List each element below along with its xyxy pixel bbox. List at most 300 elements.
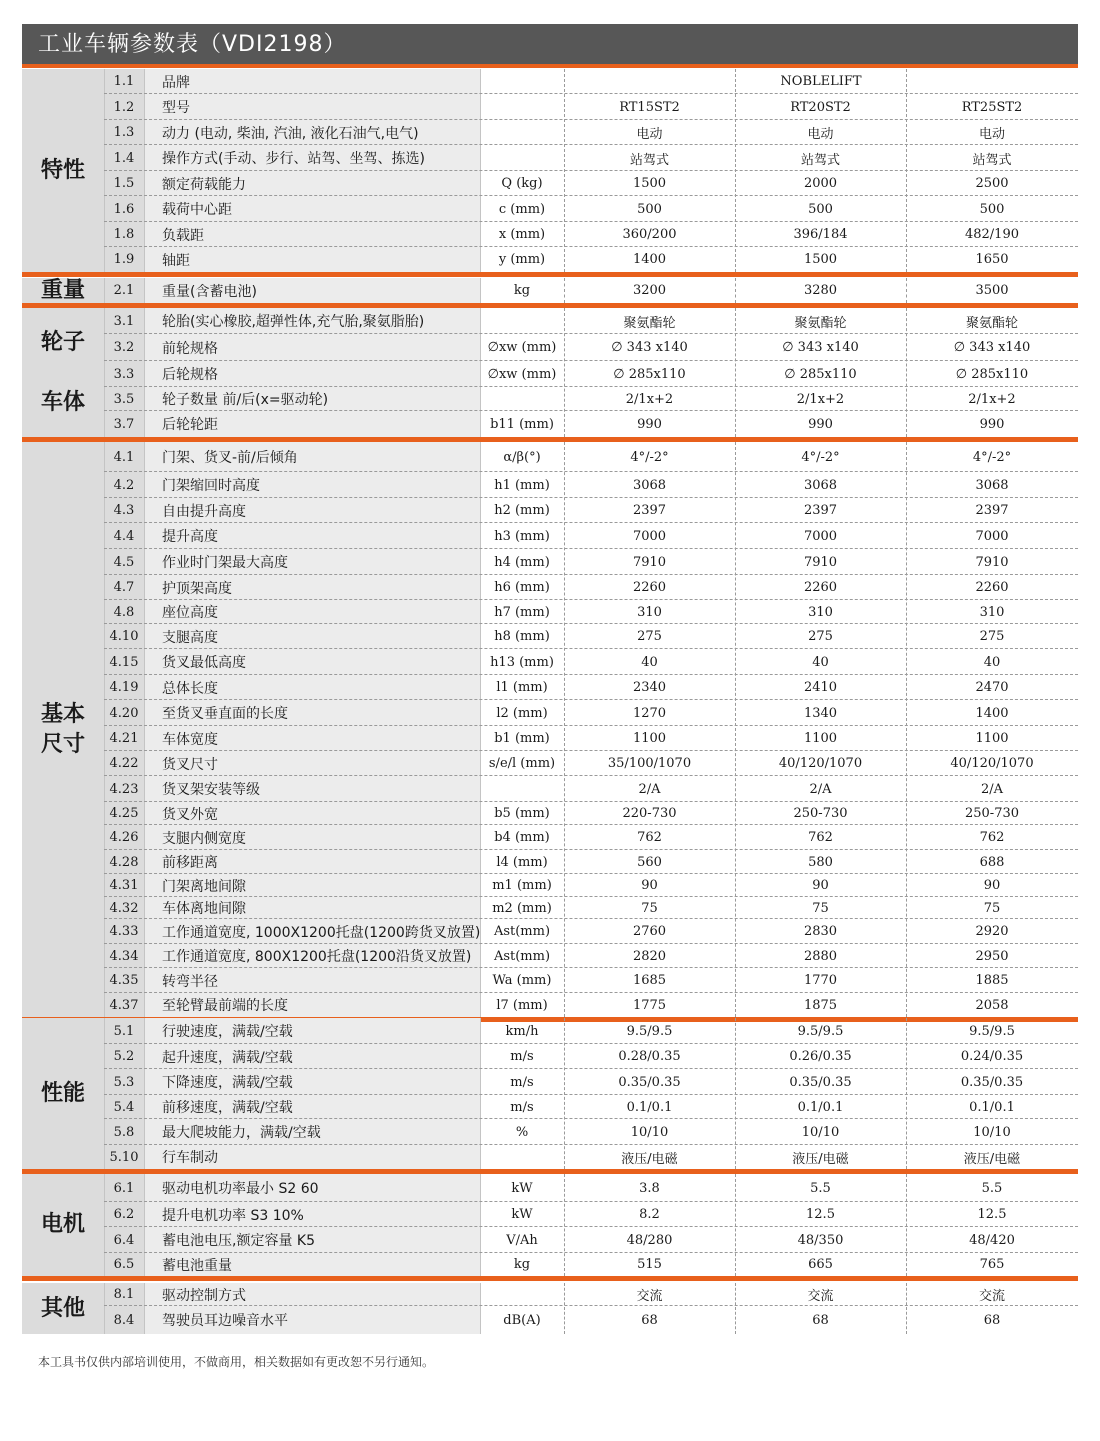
row-number: 4.34 [109, 948, 139, 964]
table-row [22, 700, 1078, 726]
row-unit: V/Ah [506, 1232, 538, 1248]
row-number: 4.37 [109, 997, 139, 1013]
model-value-2: ∅ 343 x140 [782, 340, 859, 355]
model-value-1: 1270 [632, 705, 667, 721]
row-label: 提升电机功率 S3 10% [162, 1207, 304, 1224]
model-value-3: 9.5/9.5 [969, 1023, 1015, 1039]
model-value-2: 665 [808, 1257, 833, 1272]
row-unit [480, 145, 564, 171]
row-number: 1.4 [113, 150, 135, 166]
model-value-3: 0.1/0.1 [969, 1099, 1015, 1115]
model-value-2: 2880 [803, 948, 838, 964]
model-value-1: 762 [637, 830, 662, 845]
row-unit: y (mm) [498, 252, 546, 267]
table-row [22, 472, 1078, 498]
row-unit: b5 (mm) [494, 806, 550, 821]
model-value-2: 500 [808, 201, 833, 217]
row-label: 门架、货叉-前/后倾角 [162, 450, 298, 466]
model-value-3: 7910 [975, 554, 1009, 570]
row-unit: c (mm) [498, 201, 546, 217]
row-unit: % [515, 1124, 529, 1140]
table-row [22, 498, 1078, 523]
table-row [22, 120, 1078, 145]
row-label: 后轮规格 [162, 367, 218, 383]
row-label: 重量(含蓄电池) [162, 283, 257, 300]
row-number: 2.1 [113, 283, 135, 298]
group-label: 电机 [40, 1212, 85, 1237]
table-row [22, 361, 1078, 387]
row-label: 轴距 [162, 252, 190, 269]
row-unit: h13 (mm) [490, 654, 554, 670]
table-row [22, 171, 1078, 196]
row-number: 4.3 [113, 503, 135, 518]
row-unit: kg [513, 283, 531, 298]
spec-table [22, 0, 1078, 1441]
table-row [22, 94, 1078, 120]
model-value-1: 聚氨酯轮 [623, 315, 676, 331]
row-label: 门架缩回时高度 [162, 478, 260, 494]
row-unit: l4 (mm) [496, 854, 548, 870]
row-unit [480, 1145, 564, 1169]
model-value-2: 68 [812, 1312, 829, 1328]
model-value-1: 90 [641, 878, 658, 893]
row-unit: ∅xw (mm) [487, 340, 557, 355]
model-value-3: 40/120/1070 [950, 756, 1034, 771]
table-row [22, 675, 1078, 700]
row-unit: ∅xw (mm) [487, 366, 557, 382]
row-label: 货叉架安装等级 [162, 782, 260, 798]
model-value-3: 1885 [975, 973, 1009, 988]
row-number: 5.1 [113, 1023, 135, 1039]
table-row [22, 247, 1078, 272]
model-value-2: 40 [812, 654, 829, 670]
model-value-2: 12.5 [806, 1207, 835, 1222]
model-value-2: 2000 [803, 176, 838, 191]
row-unit: h3 (mm) [494, 528, 550, 544]
row-number: 5.2 [113, 1049, 135, 1064]
row-unit: m/s [510, 1099, 534, 1115]
model-value-2: 4°/-2° [801, 449, 840, 465]
row-label: 工作通道宽度, 800X1200托盘(1200沿货叉放置) [162, 949, 472, 965]
table-row [22, 575, 1078, 600]
row-unit: s/e/l (mm) [488, 756, 556, 771]
model-value-2: 聚氨酯轮 [794, 315, 847, 331]
model-value-3: 2058 [975, 997, 1009, 1013]
model-value-3: 275 [979, 629, 1005, 644]
model-value-1: 电动 [636, 127, 663, 142]
row-unit [480, 387, 564, 411]
table-row [22, 278, 1078, 303]
model-value-2: 0.35/0.35 [789, 1074, 852, 1090]
model-value-3: 2950 [975, 948, 1009, 964]
model-value-2: 48/350 [797, 1232, 844, 1248]
row-label: 提升高度 [162, 529, 218, 545]
row-label: 操作方式(手动、步行、站驾、坐驾、拣选) [162, 151, 425, 167]
model-value-2: 275 [808, 629, 833, 644]
table-row [22, 1227, 1078, 1253]
table-row [22, 726, 1078, 751]
table-row [22, 1044, 1078, 1069]
row-unit: m/s [510, 1049, 534, 1064]
model-value-1: 560 [637, 854, 662, 870]
model-value-1: 1685 [632, 973, 667, 988]
row-number: 5.8 [113, 1124, 135, 1140]
model-value-3: 310 [979, 604, 1005, 620]
model-value-2: 762 [808, 830, 833, 845]
row-label: 负载距 [162, 227, 204, 244]
table-row [22, 874, 1078, 897]
model-value-3: 765 [979, 1257, 1005, 1272]
row-number: 4.8 [113, 604, 135, 620]
row-unit: l1 (mm) [496, 680, 548, 695]
row-number: 3.2 [113, 340, 135, 355]
table-row [22, 649, 1078, 675]
model-value-3: 1100 [975, 731, 1009, 746]
model-value-2: 1340 [803, 705, 838, 721]
row-unit: h1 (mm) [494, 477, 550, 493]
model-value-1: 交流 [636, 1289, 663, 1304]
table-row [22, 825, 1078, 850]
model-value-3: 液压/电磁 [963, 1151, 1021, 1167]
row-unit: m1 (mm) [492, 878, 552, 893]
row-unit: kg [513, 1257, 531, 1272]
row-label: 车体宽度 [162, 731, 218, 748]
model-value-3: 3500 [975, 283, 1009, 298]
table-row [22, 442, 1078, 472]
model-value-1: 3.8 [639, 1180, 660, 1196]
model-value-1: 9.5/9.5 [626, 1023, 673, 1039]
model-value-3: 4°/-2° [972, 449, 1012, 465]
row-label: 行驶速度，满载/空载 [162, 1024, 293, 1040]
row-unit: h6 (mm) [494, 580, 550, 595]
row-number: 4.33 [109, 924, 139, 939]
row-label: 型号 [162, 100, 190, 116]
model-value-1: 0.28/0.35 [618, 1049, 681, 1064]
model-value-3: 2260 [975, 580, 1009, 595]
model-value-3: 75 [983, 900, 1001, 916]
model-value-1: 500 [637, 201, 662, 217]
model-value-1: 40 [641, 654, 658, 670]
row-unit: km/h [505, 1023, 539, 1039]
row-unit: l2 (mm) [496, 705, 548, 721]
row-number: 4.7 [113, 580, 135, 595]
model-value-2: 7910 [803, 554, 838, 570]
table-row [22, 145, 1078, 171]
model-value-1: 2760 [632, 924, 667, 939]
group-label: 重量 [40, 277, 85, 303]
row-number: 1.5 [113, 176, 135, 191]
row-label: 转弯半径 [162, 973, 218, 990]
row-number: 4.1 [113, 449, 135, 465]
model-value-3: 40 [983, 654, 1001, 670]
row-label: 驱动控制方式 [162, 1287, 246, 1304]
model-value-2: 0.26/0.35 [789, 1049, 852, 1064]
row-number: 4.4 [113, 528, 135, 544]
page-title: 工业车辆参数表（VDI2198） [22, 24, 1078, 64]
model-value-1: 48/280 [626, 1232, 673, 1248]
model-value-1: 2/1x+2 [625, 391, 674, 407]
row-unit: kW [511, 1180, 533, 1196]
row-unit: m/s [510, 1074, 534, 1090]
model-value-1: ∅ 343 x140 [611, 340, 688, 355]
model-value-3: 电动 [978, 127, 1005, 142]
row-number: 4.19 [109, 680, 139, 695]
model-value-3: 2/1x+2 [968, 391, 1016, 407]
group-label: 特性 [40, 157, 85, 183]
table-row [22, 1202, 1078, 1227]
model-value-3: RT25ST2 [961, 99, 1023, 115]
row-unit [480, 120, 564, 145]
row-label: 起升速度，满载/空载 [162, 1049, 293, 1066]
model-value-1: 1775 [632, 997, 667, 1013]
model-value-1: 275 [637, 629, 662, 644]
model-value-3: 7000 [975, 528, 1009, 544]
row-unit: Ast(mm) [493, 924, 551, 939]
model-value-3: 10/10 [973, 1124, 1011, 1140]
row-label: 下降速度，满载/空载 [162, 1075, 293, 1091]
row-unit: h7 (mm) [494, 604, 550, 620]
row-number: 3.7 [113, 416, 135, 432]
row-unit: b11 (mm) [490, 416, 554, 432]
model-value-3: 12.5 [977, 1207, 1007, 1222]
model-value-1: 2260 [632, 580, 667, 595]
model-value-2: 0.1/0.1 [797, 1099, 844, 1115]
model-value-1: 515 [637, 1257, 662, 1272]
model-value-3: 0.35/0.35 [960, 1074, 1024, 1090]
model-value-1: 1400 [632, 252, 667, 267]
row-label: 驾驶员耳边噪音水平 [162, 1313, 288, 1329]
row-number: 6.4 [113, 1232, 135, 1248]
row-label: 至货叉垂直面的长度 [162, 706, 288, 722]
model-value-2: 1770 [803, 973, 838, 988]
model-value-2: RT20ST2 [790, 99, 851, 115]
row-label: 最大爬坡能力，满载/空载 [162, 1125, 321, 1141]
table-row [22, 1283, 1078, 1306]
row-number: 4.2 [113, 477, 135, 493]
model-value-1: 4°/-2° [630, 449, 669, 465]
row-unit: dB(A) [503, 1312, 541, 1328]
model-value-2: 2397 [803, 503, 838, 518]
row-label: 支腿内侧宽度 [162, 830, 246, 847]
model-value-1: 75 [641, 900, 658, 916]
row-unit: h4 (mm) [494, 554, 550, 570]
model-value-1: 1500 [632, 176, 667, 191]
row-unit [480, 308, 564, 334]
table-row [22, 802, 1078, 825]
model-value-2: 7000 [803, 528, 838, 544]
row-label: 额定荷载能力 [162, 176, 246, 193]
table-row [22, 919, 1078, 944]
model-value-2: ∅ 285x110 [784, 366, 857, 382]
table-row [22, 334, 1078, 361]
row-number: 4.23 [109, 781, 139, 797]
footnote: 本工具书仅供内部培训使用，不做商用，相关数据如有更改恕不另行通知。 [38, 1355, 435, 1369]
row-label: 支腿高度 [162, 629, 218, 646]
row-number: 1.8 [113, 227, 135, 242]
row-label: 轮子数量 前/后(x=驱动轮) [162, 392, 329, 408]
model-value-2: 2/A [809, 781, 832, 797]
row-label: 驱动电机功率最小 S2 60 [162, 1181, 319, 1197]
model-value-3: 990 [979, 416, 1005, 432]
section-divider [22, 1276, 1078, 1281]
model-value-1: 8.2 [639, 1207, 660, 1222]
row-number: 4.20 [109, 705, 139, 721]
row-number: 4.25 [109, 806, 139, 821]
row-unit [480, 1283, 564, 1306]
model-value-2: 2830 [803, 924, 838, 939]
model-value-3: 688 [979, 854, 1005, 870]
row-label: 轮胎(实心橡胶,超弹性体,充气胎,聚氨脂胎) [162, 314, 425, 330]
model-value-3: 站驾式 [972, 152, 1012, 168]
model-value-2: 40/120/1070 [778, 756, 863, 771]
row-unit: α/β(°) [503, 449, 541, 465]
model-value-2: 9.5/9.5 [797, 1023, 844, 1039]
table-row [22, 523, 1078, 549]
row-number: 1.9 [113, 252, 135, 267]
brand-value: NOBLELIFT [780, 74, 862, 89]
model-value-3: 聚氨酯轮 [965, 315, 1018, 331]
row-label: 载荷中心距 [162, 202, 232, 218]
row-unit: kW [511, 1207, 533, 1222]
row-number: 6.2 [113, 1207, 135, 1222]
row-label: 护顶架高度 [162, 580, 232, 597]
table-row [22, 1119, 1078, 1145]
model-value-1: 站驾式 [629, 152, 669, 168]
model-value-1: 220-730 [622, 806, 677, 821]
model-value-1: 3068 [632, 477, 667, 493]
table-row [22, 968, 1078, 993]
row-number: 8.1 [113, 1287, 135, 1302]
table-row [22, 1306, 1078, 1334]
model-value-1: 2397 [632, 503, 667, 518]
model-value-2: 90 [812, 878, 829, 893]
group-label: 轮子 车体 [40, 329, 85, 415]
row-number: 3.5 [113, 391, 135, 407]
table-row [22, 776, 1078, 802]
table-row [22, 1145, 1078, 1169]
model-value-2: 3280 [803, 283, 838, 298]
group-label: 基本 尺寸 [40, 701, 85, 757]
model-value-2: 2260 [803, 580, 838, 595]
row-label: 前移速度，满载/空载 [162, 1100, 293, 1116]
model-value-2: 2410 [803, 680, 838, 695]
table-row [22, 308, 1078, 334]
model-value-2: 2/1x+2 [796, 391, 845, 407]
table-row [22, 850, 1078, 874]
row-label: 货叉尺寸 [162, 756, 218, 773]
table-row [22, 196, 1078, 222]
row-unit: h2 (mm) [494, 503, 550, 518]
row-label: 作业时门架最大高度 [162, 555, 288, 571]
model-value-1: 35/100/1070 [607, 756, 692, 771]
model-value-1: 10/10 [630, 1124, 669, 1140]
model-value-3: ∅ 343 x140 [953, 340, 1031, 355]
model-value-1: 1100 [632, 731, 667, 746]
row-unit [480, 94, 564, 120]
model-value-1: 310 [637, 604, 662, 620]
model-value-2: 电动 [807, 127, 834, 142]
model-value-3: 2470 [975, 680, 1009, 695]
model-value-1: 0.1/0.1 [626, 1099, 673, 1115]
row-number: 4.31 [109, 878, 139, 893]
model-value-3: 250-730 [964, 806, 1020, 821]
row-number: 5.3 [113, 1074, 135, 1090]
row-label: 蓄电池重量 [162, 1257, 232, 1274]
model-value-3: 68 [983, 1312, 1001, 1328]
row-label: 行车制动 [162, 1150, 218, 1166]
row-number: 3.3 [113, 366, 135, 382]
row-unit: Ast(mm) [493, 948, 551, 964]
row-number: 4.35 [109, 973, 139, 988]
row-number: 6.1 [113, 1180, 135, 1196]
model-value-1: 7000 [632, 528, 667, 544]
model-value-3: 2920 [975, 924, 1009, 939]
row-label: 座位高度 [162, 605, 218, 621]
model-value-1: 360/200 [622, 227, 677, 242]
model-value-2: 75 [812, 900, 829, 916]
row-unit [480, 69, 564, 94]
row-unit: m2 (mm) [492, 900, 552, 916]
row-label: 前移距离 [162, 855, 218, 871]
row-label: 门架离地间隙 [162, 878, 246, 895]
table-row [22, 1253, 1078, 1276]
row-label: 后轮轮距 [162, 417, 218, 433]
table-row [22, 222, 1078, 247]
row-number: 6.5 [113, 1257, 135, 1272]
row-number: 8.4 [113, 1312, 135, 1328]
row-label: 车体离地间隙 [162, 901, 246, 917]
model-value-2: 310 [808, 604, 833, 620]
row-unit: b1 (mm) [494, 731, 550, 746]
model-value-2: 5.5 [810, 1180, 831, 1196]
model-value-2: 站驾式 [800, 152, 840, 168]
section-divider [22, 272, 1078, 277]
model-value-1: 液压/电磁 [621, 1151, 678, 1167]
row-label: 至轮臂最前端的长度 [162, 998, 288, 1014]
row-number: 4.22 [109, 756, 139, 771]
model-value-1: ∅ 285x110 [613, 366, 686, 382]
row-label: 前轮规格 [162, 340, 218, 357]
model-value-2: 580 [808, 854, 833, 870]
model-value-2: 250-730 [793, 806, 848, 821]
model-value-1: 2340 [632, 680, 667, 695]
row-number: 1.2 [113, 99, 135, 115]
model-value-1: 990 [637, 416, 662, 432]
row-number: 4.15 [109, 654, 139, 670]
model-value-2: 交流 [807, 1289, 834, 1304]
row-number: 1.6 [113, 201, 135, 217]
model-value-2: 1100 [803, 731, 838, 746]
model-value-2: 液压/电磁 [792, 1151, 849, 1167]
table-row [22, 624, 1078, 649]
row-number: 5.4 [113, 1099, 135, 1115]
row-number: 4.32 [109, 900, 139, 916]
row-number: 1.1 [113, 74, 135, 89]
group-label: 其他 [40, 1295, 85, 1321]
model-value-1: 68 [641, 1312, 658, 1328]
row-number: 5.10 [109, 1149, 139, 1165]
model-value-1: 7910 [632, 554, 667, 570]
model-value-3: 2/A [980, 781, 1004, 797]
row-label: 自由提升高度 [162, 503, 246, 520]
model-value-1: 3200 [632, 283, 667, 298]
table-row [22, 411, 1078, 437]
model-value-3: 482/190 [964, 227, 1019, 242]
model-value-2: 1500 [803, 252, 838, 267]
table-row [22, 993, 1078, 1017]
row-number: 4.21 [109, 731, 139, 746]
model-value-3: 90 [983, 878, 1001, 893]
